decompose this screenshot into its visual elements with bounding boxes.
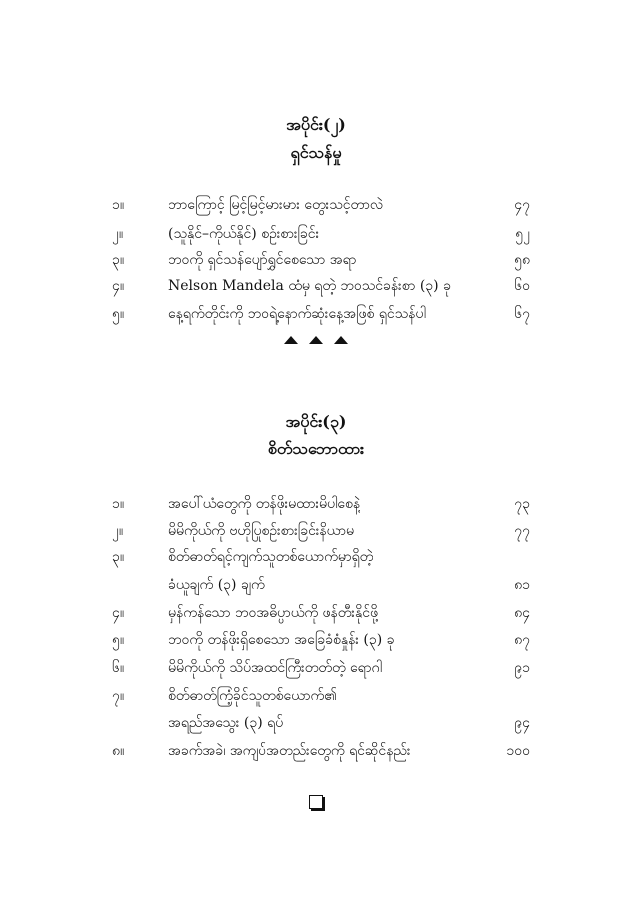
entry-page: ၈၄	[514, 605, 530, 621]
toc-entry	[0, 274, 632, 298]
entry-page: ၈၁	[514, 577, 530, 593]
section-3-heading: အပိုင်း(၃)	[285, 412, 347, 431]
toc-entry	[0, 656, 632, 680]
entry-number: ၈။	[112, 743, 125, 759]
entry-title: မိမိကိုယ်ကို သိပ်အထင်ကြီးတတ်တဲ့ ရောဂါ	[168, 660, 382, 676]
entry-number: ၅။	[112, 632, 125, 648]
entry-number: ၄။	[112, 605, 125, 621]
toc-entry	[0, 545, 632, 569]
entry-title: အပေါ်ယံတွေကို တန်ဖိုးမထားမိပါစေနဲ့	[168, 496, 361, 512]
entry-title: ဘဝကို တန်ဖိုးရှိစေသော အခြေခံစံနှုန်း (၃) ခု	[168, 632, 395, 648]
entry-number: ၂။	[112, 226, 124, 242]
toc-entry	[0, 302, 632, 326]
entry-page: ၆၇	[514, 306, 530, 322]
entry-title: နေ့ရက်တိုင်းကို ဘဝရဲ့နောက်ဆုံးနေ့အဖြစ် ရှင်သန်ပါ	[168, 306, 426, 322]
entry-page: ၇၇	[514, 523, 530, 539]
entry-title: အရည်အသွေး (၃) ရပ်	[168, 715, 284, 731]
entry-number: ၇။	[112, 688, 125, 704]
entry-number: ၂။	[112, 523, 124, 539]
toc-entry-continuation	[0, 711, 632, 735]
toc-entry	[0, 248, 632, 272]
entry-page: ၅၈	[514, 252, 530, 268]
end-square-icon	[309, 795, 323, 809]
entry-title: ဘာကြောင့် မြင့်မြင့်မားမား တွေးသင့်တာလဲ	[168, 197, 384, 213]
entry-page: ၆၀	[514, 278, 530, 294]
toc-entry-continuation	[0, 573, 632, 597]
entry-page: ၇၃	[514, 496, 530, 512]
entry-number: ၃။	[112, 549, 125, 565]
toc-entry	[0, 193, 632, 217]
section-divider-ornament	[0, 334, 632, 348]
entry-title: မိမိကိုယ်ကို ဗဟိုပြုစဉ်းစားခြင်းနိယာမ	[168, 523, 354, 539]
entry-title: ဘဝကို ရှင်သန်ပျော်ရွှင်စေသော အရာ	[168, 252, 357, 268]
toc-entry	[0, 222, 632, 246]
toc-entry	[0, 492, 632, 516]
entry-title: ခံယူချက် (၃) ချက်	[168, 577, 265, 593]
section-3-title: စိတ်သဘောထား	[267, 439, 365, 458]
entry-number: ၅။	[112, 306, 125, 322]
triangle-ornament-icon	[284, 335, 348, 345]
entry-title: စိတ်ဓာတ်ကြံ့ခိုင်သူတစ်ယောက်၏	[168, 688, 337, 704]
section-2-title: ရှင်သန်မှု	[290, 143, 342, 162]
entry-page: ၁၀၀	[506, 743, 530, 759]
entry-number: ၁။	[112, 197, 125, 213]
toc-entry	[0, 684, 632, 708]
entry-title: အခက်အခဲ၊ အကျပ်အတည်းတွေကို ရင်ဆိုင်နည်း	[168, 743, 411, 759]
entry-page: ၅၂	[515, 226, 530, 242]
entry-number: ၄။	[112, 278, 125, 294]
entry-page: ၉၄	[514, 715, 530, 731]
entry-title: (သူနိုင်–ကိုယ်နိုင်) စဉ်းစားခြင်း	[168, 226, 320, 242]
toc-entry	[0, 519, 632, 543]
entry-number: ၆။	[112, 660, 125, 676]
entry-page: ၄၇	[514, 197, 530, 213]
entry-title: Nelson Mandela ထံမှ ရတဲ့ ဘဝသင်ခန်းစာ (၃) ခု	[168, 278, 451, 294]
toc-entry	[0, 739, 632, 763]
section-2-heading: အပိုင်း(၂)	[286, 115, 346, 134]
entry-title: မှန်ကန်သော ဘဝအဓိပ္ပာယ်ကို ဖန်တီးနိုင်ဖို့	[168, 605, 378, 621]
entry-number: ၃။	[112, 252, 125, 268]
entry-page: ၉၁	[514, 660, 530, 676]
toc-entry	[0, 628, 632, 652]
entry-page: ၈၇	[514, 632, 530, 648]
toc-entry	[0, 601, 632, 625]
entry-title: စိတ်ဓာတ်ရင့်ကျက်သူတစ်ယောက်မှာရှိတဲ့	[168, 549, 374, 565]
entry-number: ၁။	[112, 496, 125, 512]
